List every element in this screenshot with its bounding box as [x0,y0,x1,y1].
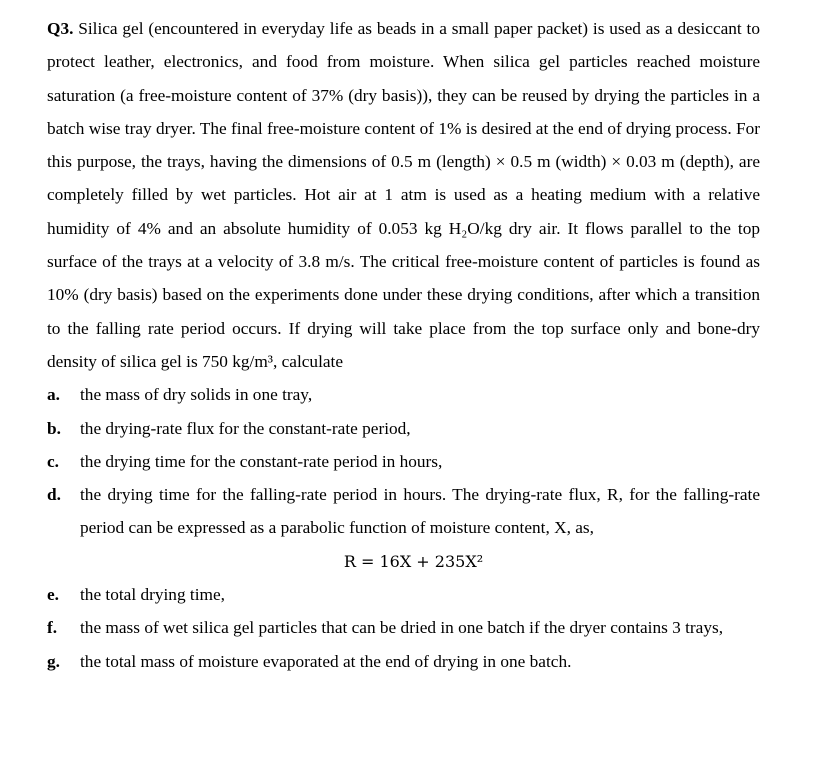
part-text: the mass of wet silica gel particles that can be dried in one batch if the dryer contains 3 trays, [80,618,724,638]
part-label: b. [47,418,61,438]
list-item [47,378,760,411]
question-body: Silica gel (encountered in everyday life as beads in a small paper packet) is used as a desiccant to protect leather, electronics, and food from moisture. When silica gel particles reached moisture saturation (a free-moisture content of 37% (dry basis)), they can be reused by drying the particles in a batch wise tray dryer. The final free-moisture content of 1% is desired at the end of drying process. For this purpose, the trays, having the dimensions of 0.5 m (length) × 0.5 m (width) × 0.03 m (depth), are completely filled by wet particles. Hot air at 1 atm is used as a heating medium with a relative humidity of 4% and an absolute humidity of 0.053 kg H₂O/kg dry air. It flows parallel to the top surface of the trays at a velocity of 3.8 m/s. The critical free-moisture content of particles is found as 10% (dry basis) based on the experiments done under these drying conditions, after which a transition to the falling rate period occurs. If drying will take place from the top surface only and bone-dry density of silica gel is 750 kg/m³, calculate [47,19,760,371]
rate-formula: R = 16X + 235X² [343,551,484,571]
part-label: g. [47,651,60,671]
list-item [47,478,760,545]
document-page [47,12,760,678]
part-label: f. [47,618,58,638]
question-paragraph [47,12,760,378]
part-label: c. [47,451,59,471]
part-label: a. [47,385,60,405]
part-label: d. [47,485,61,505]
part-text: the drying time for the falling-rate period in hours. The drying-rate flux, R, for the falling-rate period can be expressed as a parabolic function of moisture content, X, as, [80,485,760,538]
list-item [47,412,760,445]
list-item [47,645,760,678]
question-number: Q3. [47,19,74,38]
part-text: the drying time for the constant-rate period in hours, [80,451,443,471]
list-item [47,578,760,611]
part-text: the mass of dry solids in one tray, [80,385,313,405]
list-item [47,445,760,478]
part-text: the total drying time, [80,585,225,605]
part-text: the drying-rate flux for the constant-rate period, [80,418,411,438]
part-text: the total mass of moisture evaporated at the end of drying in one batch. [80,651,572,671]
part-label: e. [47,585,59,605]
parts-list [47,378,760,544]
parts-list-continued [47,578,760,678]
list-item [47,611,760,644]
